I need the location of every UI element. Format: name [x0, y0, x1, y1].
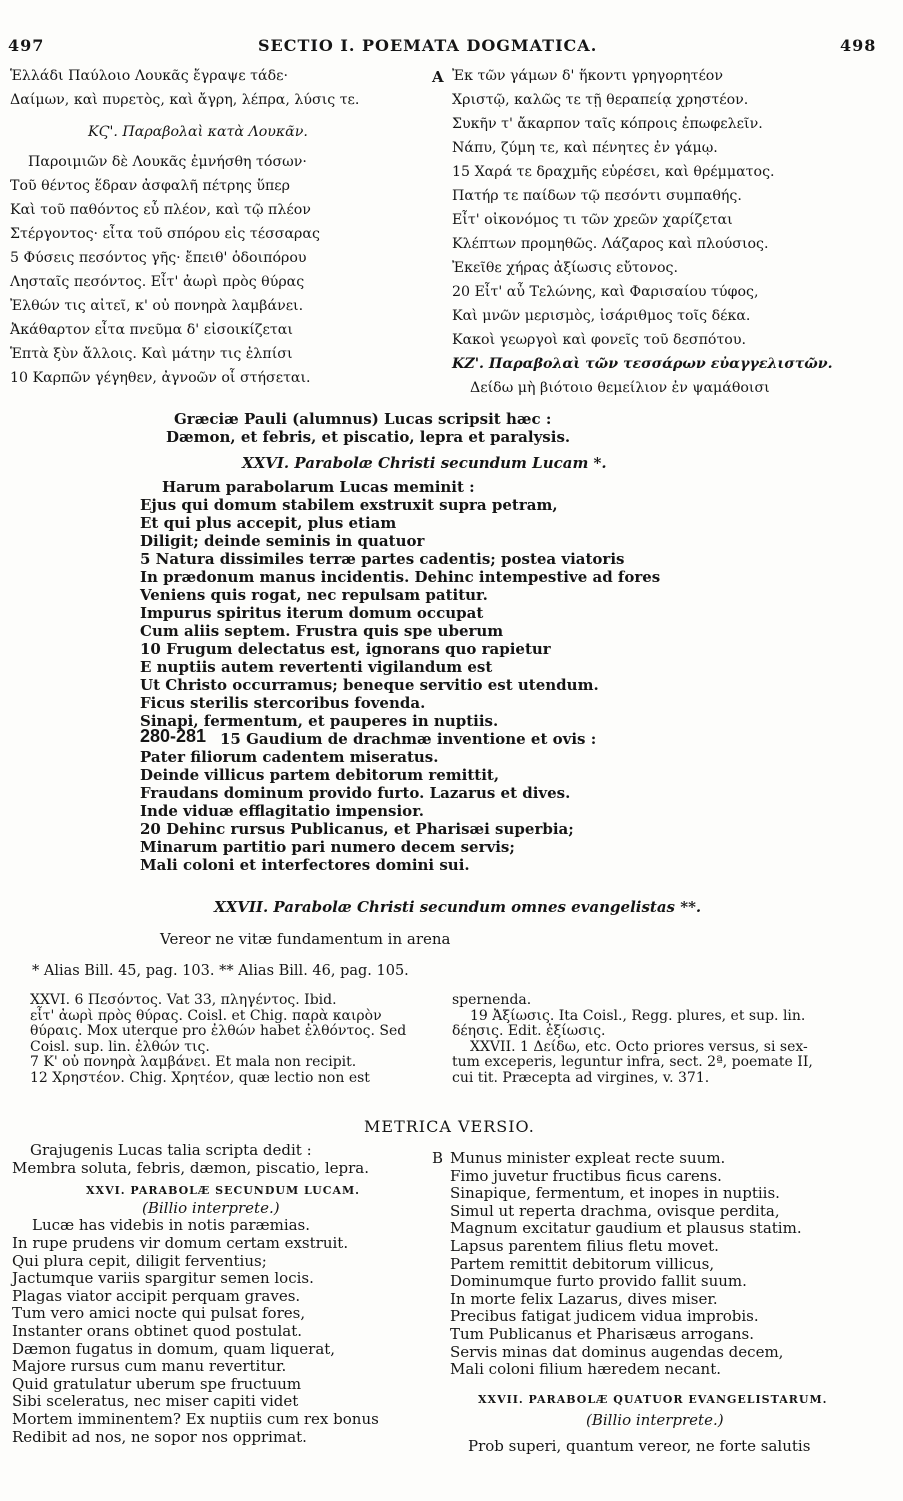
- footnote-line: cui tit. Præcepta ad virgines, v. 371.: [452, 1069, 710, 1086]
- latin-verse: 20 Dehinc rursus Publicanus, et Pharisæi superbia;: [140, 820, 574, 838]
- greek-verse: Χριστῷ, καλῶς τε τῇ θεραπείᾳ χρηστέον.: [452, 92, 749, 108]
- metrica-verse: Qui plura cepit, diligit ferventius;: [12, 1251, 267, 1270]
- latin-section-heading: XXVI. Parabolæ Christi secundum Lucam *.: [242, 454, 607, 472]
- greek-verse: Καὶ μνῶν μερισμὸς, ἰσάριθμος τοῖς δέκα.: [452, 308, 751, 324]
- latin-verse: Harum parabolarum Lucas meminit :: [162, 478, 475, 496]
- latin-verse: 10 Frugum delectatus est, ignorans quo rapietur: [140, 640, 551, 658]
- metrica-verse: Mortem imminentem? Ex nuptiis cum rex bonus: [12, 1409, 379, 1428]
- greek-verse: Πατήρ τε παίδων τῷ πεσόντι συμπαθής.: [452, 188, 742, 204]
- metrica-verse: In morte felix Lazarus, dives miser.: [450, 1289, 718, 1308]
- column-number-marker: 280-281: [140, 726, 207, 746]
- latin-verse: Minarum partitio pari numero decem servis;: [140, 838, 515, 856]
- metrica-verse: Majore rursus cum manu revertitur.: [12, 1357, 287, 1376]
- metrica-verse: Plagas viator accipit perquam graves.: [12, 1286, 301, 1305]
- metrica-verse: In rupe prudens vir domum certam exstruit.: [12, 1233, 349, 1252]
- metrica-section-heading: XXVI. PARABOLÆ SECUNDUM LUCAM.: [86, 1184, 361, 1198]
- greek-verse: Κλέπτων προμηθῶς. Λάζαρος καὶ πλούσιος.: [452, 236, 769, 252]
- greek-verse: Εἶτ' οἰκονόμος τι τῶν χρεῶν χαρίζεται: [452, 212, 733, 228]
- greek-verse: Κακοὶ γεωργοὶ καὶ φονεῖς τοῦ δεσπότου.: [452, 332, 746, 348]
- latin-translation: [140, 410, 860, 874]
- footnote-line: 12 Χρηστέον. Chig. Χρητέον, quæ lectio non est: [30, 1069, 370, 1086]
- metrica-verse: Mali coloni filium hæredem necant.: [450, 1360, 722, 1379]
- metrica-verse: Instanter orans obtinet quod postulat.: [12, 1321, 303, 1340]
- greek-right-column: [452, 64, 892, 400]
- greek-verse: Τοῦ θέντος ἕδραν ἀσφαλῆ πέτρης ὕπερ: [10, 178, 290, 194]
- metrica-verse: Sinapique, fermentum, et inopes in nuptiis.: [450, 1184, 780, 1203]
- latin-section-heading: XXVII. Parabolæ Christi secundum omnes evangelistas **.: [214, 898, 702, 916]
- footnote-line: Coisl. sup. lin. ἐλθών τις.: [30, 1038, 210, 1055]
- footnote-references: * Alias Bill. 45, pag. 103. ** Alias Bill. 46, pag. 105.: [32, 963, 409, 979]
- latin-verse: Ejus qui domum stabilem exstruxit supra petram,: [140, 496, 558, 514]
- latin-verse: Mali coloni et interfectores domini sui.: [140, 856, 470, 874]
- footnote-line: εἶτ' ἀωρὶ πρὸς θύρας. Coisl. et Chig. παρὰ καιρὸν: [30, 1007, 382, 1024]
- greek-verse: Παροιμιῶν δὲ Λουκᾶς ἐμνήσθη τόσων·: [28, 154, 307, 170]
- metrica-verse: Redibit ad nos, ne sopor nos opprimat.: [12, 1427, 307, 1446]
- greek-opening-line: Δαίμων, καὶ πυρετὸς, καὶ ἄγρη, λέπρα, λύσις τε.: [10, 92, 360, 108]
- column-marker-b: B: [432, 1149, 444, 1167]
- latin-verse: Veniens quis rogat, nec repulsam patitur.: [140, 586, 488, 604]
- footnote-line: 7 Κ' οὐ πονηρὰ λαμβάνει. Et mala non recipit.: [30, 1054, 357, 1070]
- greek-left-column: [10, 64, 430, 390]
- greek-verse: 10 Καρπῶν γέγηθεν, ἀγνοῶν οἷ στήσεται.: [10, 370, 311, 386]
- latin-verse: Ficus sterilis stercoribus fovenda.: [140, 694, 426, 712]
- footnote-line: XXVII. 1 Δείδω, etc. Octo priores versus, si sex-: [470, 1038, 808, 1055]
- greek-verse: Ἐκεῖθε χήρας ἀξίωσις εὔτονος.: [452, 260, 678, 276]
- metrica-right-column: [450, 1150, 890, 1456]
- greek-verse: 15 Χαρά τε δραχμῆς εὑρέσει, καὶ θρέμματος.: [452, 164, 775, 180]
- greek-verse: Λησταῖς πεσόντος. Εἶτ' ἀωρὶ πρὸς θύρας: [10, 274, 305, 290]
- metrica-opening-line: Membra soluta, febris, dæmon, piscatio, lepra.: [12, 1158, 370, 1177]
- latin-verse: In prædonum manus incidentis. Dehinc intempestive ad fores: [140, 568, 661, 586]
- metrica-interpreter: (Billio interprete.): [142, 1198, 280, 1217]
- greek-verse: 5 Φύσεις πεσόντος γῆς· ἔπειθ' ὁδοιπόρου: [10, 250, 307, 266]
- greek-verse: Δείδω μὴ βιότοιο θεμείλιον ἐν ψαμάθοισι: [470, 380, 770, 396]
- footnote-line: XXVI. 6 Πεσόντος. Vat 33, πληγέντος. Ibid.: [30, 992, 337, 1008]
- latin-verse: Inde viduæ efflagitatio impensior.: [140, 802, 424, 820]
- latin-verse: E nuptiis autem revertenti vigilandum est: [140, 658, 493, 676]
- metrica-verse: Dæmon fugatus in domum, quam liquerat,: [12, 1339, 336, 1358]
- latin-verse: Diligit; deinde seminis in quatuor: [140, 532, 425, 550]
- greek-verse: Στέργοντος· εἶτα τοῦ σπόρου εἰς τέσσαρας: [10, 226, 320, 242]
- metrica-verse: Precibus fatigat judicem vidua improbis.: [450, 1307, 759, 1326]
- greek-section-heading: ΚϚ'. Παραβολαὶ κατὰ Λουκᾶν.: [88, 124, 308, 140]
- footnote-line: δέησις. Edit. ἐξίωσις.: [452, 1023, 606, 1039]
- metrica-verse: Quid gratulatur uberum spe fructuum: [12, 1374, 302, 1393]
- latin-verse: Et qui plus accepit, plus etiam: [140, 514, 397, 532]
- footnote-line: 19 Ἀξίωσις. Ita Coisl., Regg. plures, et sup. lin.: [470, 1007, 806, 1024]
- greek-verse: 20 Εἶτ' αὖ Τελώνης, καὶ Φαρισαίου τύφος,: [452, 284, 759, 300]
- greek-section-heading: ΚΖ'. Παραβολαὶ τῶν τεσσάρων εὐαγγελιστῶν.: [452, 356, 833, 372]
- metrica-verse: Prob superi, quantum vereor, ne forte salutis: [468, 1436, 811, 1455]
- greek-opening-line: Ἑλλάδι Παύλοιο Λουκᾶς ἔγραψε τάδε·: [10, 68, 288, 84]
- greek-verse: Ἀκάθαρτον εἶτα πνεῦμα δ' εἰσοικίζεται: [10, 322, 293, 338]
- metrica-verse: Jactumque variis spargitur semen locis.: [12, 1269, 314, 1288]
- metrica-verse: Partem remittit debitorum villicus,: [450, 1254, 715, 1273]
- latin-opening-line: Græciæ Pauli (alumnus) Lucas scripsit hæc :: [174, 410, 552, 428]
- greek-verse: Ἑπτὰ ξὺν ἄλλοις. Καὶ μάτην τις ἐλπίσι: [10, 346, 293, 362]
- latin-verse: Sinapi, fermentum, et pauperes in nuptiis.: [140, 712, 499, 730]
- column-marker-a: A: [432, 68, 444, 86]
- metrica-title: METRICA VERSIO.: [364, 1117, 535, 1136]
- greek-verse: Νάπυ, ζύμη τε, καὶ πένητες ἐν γάμῳ.: [452, 140, 718, 156]
- latin-verse: Ut Christo occurramus; beneque servitio est utendum.: [140, 676, 599, 694]
- metrica-verse: Tum vero amici nocte qui pulsat fores,: [12, 1304, 306, 1323]
- greek-verse: Ἐλθών τις αἰτεῖ, κ' οὐ πονηρὰ λαμβάνει.: [10, 298, 304, 314]
- page-number-right: 498: [840, 36, 877, 55]
- metrica-verse: Servis minas dat dominus augendas decem,: [450, 1342, 784, 1361]
- latin-verse: Cum aliis septem. Frustra quis spe uberum: [140, 622, 504, 640]
- latin-verse: Deinde villicus partem debitorum remittit,: [140, 766, 500, 784]
- metrica-verse: Dominumque furto provido fallit suum.: [450, 1272, 747, 1291]
- metrica-verse: Tum Publicanus et Pharisæus arrogans.: [450, 1324, 754, 1343]
- footnote-line: θύραις. Mox uterque pro ἐλθών habet ἐλθόντος. Sed: [30, 1023, 407, 1039]
- latin-verse: 15 Gaudium de drachmæ inventione et ovis :: [220, 730, 597, 748]
- greek-verse: Συκῆν τ' ἄκαρπον ταῖς κόπροις ἐπωφελεῖν.: [452, 116, 763, 132]
- metrica-verse: Sibi sceleratus, nec miser capiti videt: [12, 1392, 299, 1411]
- metrica-opening-line: Grajugenis Lucas talia scripta dedit :: [30, 1141, 312, 1159]
- footnotes-right: [452, 993, 882, 1086]
- latin-opening-line: Dæmon, et febris, et piscatio, lepra et paralysis.: [166, 428, 571, 446]
- latin-verse: 5 Natura dissimiles terræ partes cadentis; postea viatoris: [140, 550, 625, 568]
- greek-verse: Καὶ τοῦ παθόντος εὖ πλέον, καὶ τῷ πλέον: [10, 202, 311, 218]
- metrica-interpreter: (Billio interprete.): [586, 1411, 724, 1430]
- metrica-verse: Magnum excitatur gaudium et plausus statim.: [450, 1219, 802, 1238]
- greek-verse: Ἐκ τῶν γάμων δ' ἥκοντι γρηγορητέον: [452, 68, 723, 84]
- running-title: SECTIO I. POEMATA DOGMATICA.: [258, 36, 598, 55]
- metrica-verse: Fimo juvetur fructibus ficus carens.: [450, 1166, 722, 1185]
- latin-verse: Vereor ne vitæ fundamentum in arena: [160, 930, 451, 948]
- latin-verse-marked: [140, 726, 860, 748]
- latin-verse: Impurus spiritus iterum domum occupat: [140, 604, 484, 622]
- metrica-verse: Lucæ has videbis in notis paræmias.: [32, 1216, 311, 1235]
- metrica-section-heading: XXVII. PARABOLÆ QUATUOR EVANGELISTARUM.: [478, 1392, 828, 1406]
- latin-verse: Pater filiorum cadentem miseratus.: [140, 748, 439, 766]
- latin-verse: Fraudans dominum provido furto. Lazarus et dives.: [140, 784, 571, 802]
- page-number-left: 497: [8, 36, 45, 55]
- metrica-verse: Munus minister expleat recte suum.: [450, 1149, 726, 1167]
- metrica-left-column: [12, 1142, 432, 1446]
- footnotes-left: [30, 993, 440, 1086]
- footnote-line: tum exceperis, leguntur infra, sect. 2ª, poemate II,: [452, 1054, 813, 1070]
- metrica-verse: Lapsus parentem filius fletu movet.: [450, 1236, 719, 1255]
- footnote-line: spernenda.: [452, 992, 532, 1008]
- metrica-verse: Simul ut reperta drachma, ovisque perdita,: [450, 1201, 780, 1220]
